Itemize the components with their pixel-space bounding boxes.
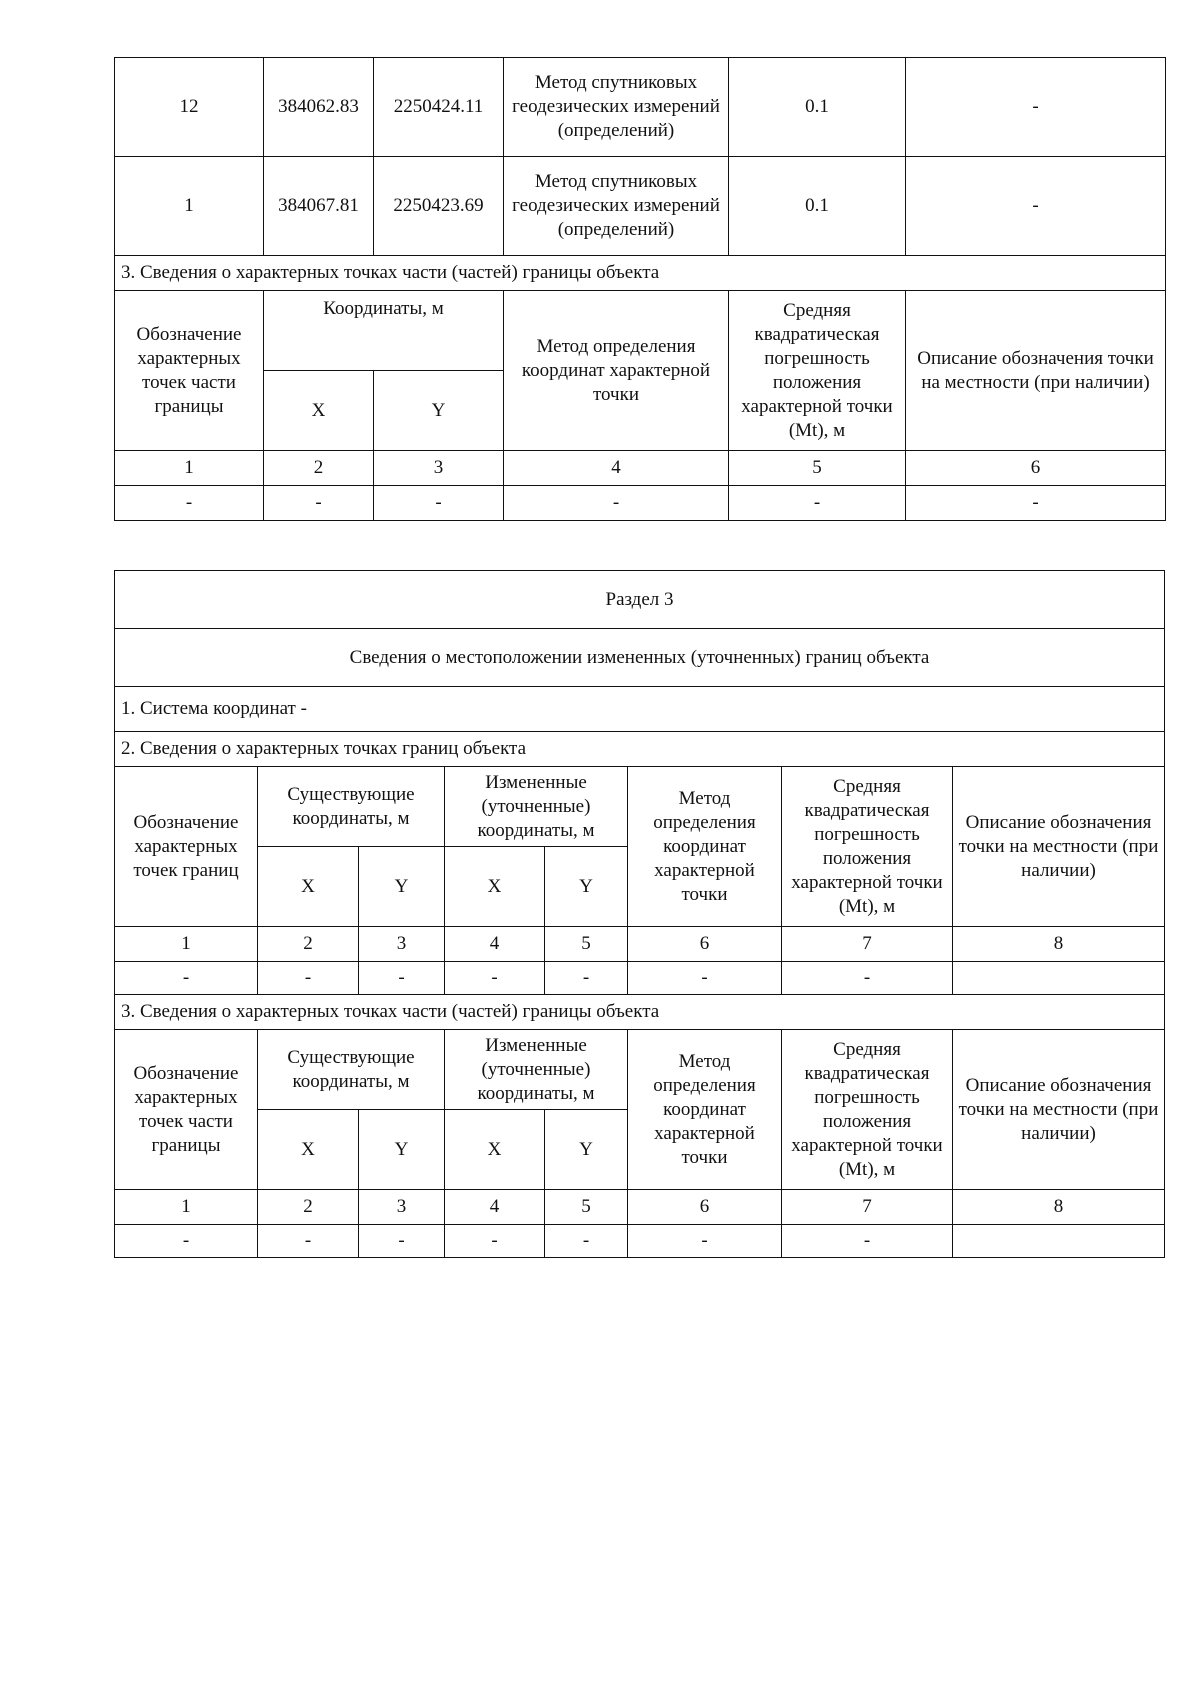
coordinates-table xyxy=(114,57,1166,521)
column-number: 2 xyxy=(258,1190,359,1225)
column-number: 4 xyxy=(445,1190,545,1225)
column-number: 3 xyxy=(374,451,504,486)
empty-cell xyxy=(953,962,1165,995)
changed-boundaries-table xyxy=(114,570,1165,1258)
column-number: 3 xyxy=(359,927,445,962)
header-y: Y xyxy=(545,1110,628,1190)
column-number: 3 xyxy=(359,1190,445,1225)
description-cell: - xyxy=(906,157,1166,256)
empty-cell: - xyxy=(545,962,628,995)
header-description: Описание обозначения точки на местности (при наличии) xyxy=(953,1030,1165,1190)
section-heading-row xyxy=(115,995,1165,1030)
header-changed-coordinates: Измененные (уточненные) координаты, м xyxy=(445,1030,628,1110)
table-row xyxy=(115,962,1165,995)
column-number: 8 xyxy=(953,927,1165,962)
header-accuracy: Средняя квадратическая погрешность положения характерной точки (Mt), м xyxy=(729,291,906,451)
header-coordinates: Координаты, м xyxy=(264,291,504,371)
empty-cell: - xyxy=(445,962,545,995)
header-y: Y xyxy=(374,371,504,451)
column-number: 1 xyxy=(115,927,258,962)
header-y: Y xyxy=(359,1110,445,1190)
point-number-cell: 12 xyxy=(115,58,264,157)
point-number-cell: 1 xyxy=(115,157,264,256)
header-y: Y xyxy=(359,847,445,927)
header-changed-coordinates: Измененные (уточненные) координаты, м xyxy=(445,767,628,847)
empty-cell xyxy=(953,1225,1165,1258)
header-description: Описание обозначения точки на местности (при наличии) xyxy=(953,767,1165,927)
empty-cell: - xyxy=(264,486,374,521)
empty-cell: - xyxy=(504,486,729,521)
empty-cell: - xyxy=(906,486,1166,521)
empty-cell: - xyxy=(258,1225,359,1258)
column-number-row xyxy=(115,1190,1165,1225)
header-accuracy: Средняя квадратическая погрешность положения характерной точки (Mt), м xyxy=(782,767,953,927)
column-number: 4 xyxy=(504,451,729,486)
coord-system: 1. Система координат - xyxy=(115,687,1165,732)
table-row xyxy=(115,157,1166,256)
header-point: Обозначение характерных точек части границы xyxy=(115,291,264,451)
empty-cell: - xyxy=(258,962,359,995)
column-number-row xyxy=(115,927,1165,962)
coord-system-row xyxy=(115,687,1165,732)
empty-cell: - xyxy=(782,962,953,995)
empty-cell: - xyxy=(115,962,258,995)
table-row xyxy=(115,486,1166,521)
header-point: Обозначение характерных точек части границы xyxy=(115,1030,258,1190)
section-title-row xyxy=(115,571,1165,629)
header-x: X xyxy=(264,371,374,451)
section-heading-row xyxy=(115,256,1166,291)
column-number: 4 xyxy=(445,927,545,962)
empty-cell: - xyxy=(115,486,264,521)
header-x: X xyxy=(445,1110,545,1190)
empty-cell: - xyxy=(545,1225,628,1258)
subtitle-row xyxy=(115,629,1165,687)
header-x: X xyxy=(258,847,359,927)
table-row xyxy=(115,58,1166,157)
empty-cell: - xyxy=(359,962,445,995)
column-number: 6 xyxy=(906,451,1166,486)
column-number: 6 xyxy=(628,1190,782,1225)
section-title: Раздел 3 xyxy=(115,571,1165,629)
table-row xyxy=(115,1225,1165,1258)
header-point: Обозначение характерных точек границ xyxy=(115,767,258,927)
empty-cell: - xyxy=(445,1225,545,1258)
header-method: Метод определения координат характерной точки xyxy=(628,767,782,927)
section-subtitle: Сведения о местоположении измененных (уточненных) границ объекта xyxy=(115,629,1165,687)
column-number: 5 xyxy=(729,451,906,486)
section-heading: 3. Сведения о характерных точках части (частей) границы объекта xyxy=(115,995,1165,1030)
column-number: 6 xyxy=(628,927,782,962)
empty-cell: - xyxy=(115,1225,258,1258)
empty-cell: - xyxy=(359,1225,445,1258)
column-number: 1 xyxy=(115,1190,258,1225)
column-number: 8 xyxy=(953,1190,1165,1225)
header-existing-coordinates: Существующие координаты, м xyxy=(258,1030,445,1110)
column-number: 5 xyxy=(545,927,628,962)
header-method: Метод определения координат характерной точки xyxy=(628,1030,782,1190)
empty-cell: - xyxy=(628,1225,782,1258)
column-number-row xyxy=(115,451,1166,486)
description-cell: - xyxy=(906,58,1166,157)
y-coordinate-cell: 2250423.69 xyxy=(374,157,504,256)
header-description: Описание обозначения точки на местности (при наличии) xyxy=(906,291,1166,451)
header-method: Метод определения координат характерной точки xyxy=(504,291,729,451)
column-number: 2 xyxy=(264,451,374,486)
header-x: X xyxy=(258,1110,359,1190)
x-coordinate-cell: 384062.83 xyxy=(264,58,374,157)
empty-cell: - xyxy=(628,962,782,995)
section-heading-row xyxy=(115,732,1165,767)
section-heading: 2. Сведения о характерных точках границ объекта xyxy=(115,732,1165,767)
header-accuracy: Средняя квадратическая погрешность положения характерной точки (Mt), м xyxy=(782,1030,953,1190)
column-number: 7 xyxy=(782,1190,953,1225)
header-existing-coordinates: Существующие координаты, м xyxy=(258,767,445,847)
method-cell: Метод спутниковых геодезических измерений (определений) xyxy=(504,58,729,157)
column-number: 1 xyxy=(115,451,264,486)
y-coordinate-cell: 2250424.11 xyxy=(374,58,504,157)
empty-cell: - xyxy=(729,486,906,521)
section-heading: 3. Сведения о характерных точках части (частей) границы объекта xyxy=(115,256,1166,291)
empty-cell: - xyxy=(374,486,504,521)
header-y: Y xyxy=(545,847,628,927)
x-coordinate-cell: 384067.81 xyxy=(264,157,374,256)
column-number: 7 xyxy=(782,927,953,962)
column-number: 5 xyxy=(545,1190,628,1225)
header-x: X xyxy=(445,847,545,927)
accuracy-cell: 0.1 xyxy=(729,157,906,256)
column-number: 2 xyxy=(258,927,359,962)
method-cell: Метод спутниковых геодезических измерений (определений) xyxy=(504,157,729,256)
accuracy-cell: 0.1 xyxy=(729,58,906,157)
empty-cell: - xyxy=(782,1225,953,1258)
